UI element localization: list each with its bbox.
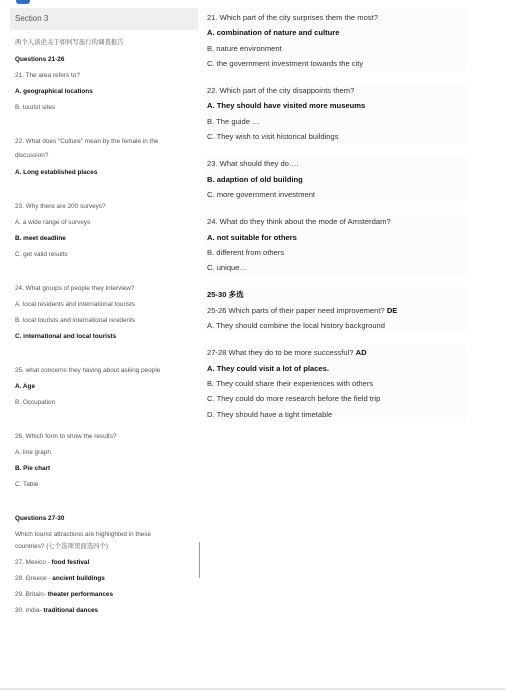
question-25-26-detail: 25-26 Which parts of their paper need improvement? DE <box>207 305 398 315</box>
block-q21 <box>204 8 466 71</box>
question-26: 26. Which form to show the results? <box>15 433 117 440</box>
block-q22 <box>204 83 466 144</box>
vertical-divider <box>199 542 200 578</box>
answer-27-28b-detail: B. They could share their experiences with others <box>207 378 374 388</box>
answer-22a: A. Long established places <box>15 169 98 176</box>
block-q27-28 <box>204 345 466 421</box>
answer-25a: A. Age <box>15 383 36 390</box>
question-24-detail: 24. What do they think about the mode of Amsterdam? <box>207 217 391 227</box>
answer-24b: B. local tourists and international residents <box>15 317 136 324</box>
answer-24c: C. international and local tourists <box>15 333 117 340</box>
answer-27-28a-detail: A. They could visit a lot of places. <box>207 363 329 373</box>
question-22-line2: discussion? <box>15 152 49 159</box>
answer-22a-detail: A. They should have visited more museums <box>207 101 366 111</box>
answer-26a: A. line graph <box>15 449 51 456</box>
question-22-line1: 22. What does "Culture" mean by the female in the <box>15 138 159 145</box>
item-27: 27. Mexico - food festival <box>15 559 90 566</box>
answer-24a-detail: A. not suitable for others <box>207 232 297 242</box>
answer-26c: C. Table <box>15 481 39 488</box>
answer-24a: A. local residents and international tourists <box>15 301 136 308</box>
answer-24c-detail: C. unique… <box>207 263 248 273</box>
answer-23b: B. meet deadline <box>15 235 66 242</box>
questions-27-30-heading: Questions 27-30 <box>15 515 65 522</box>
answer-21a-detail: A. combination of nature and culture <box>207 28 340 38</box>
subtitle: 两个人谈论关于如何写旅行的调查报告 <box>15 39 124 46</box>
block-25-30 <box>204 287 466 333</box>
top-accent-mark <box>16 0 30 4</box>
section-header: Section 3 <box>10 8 198 30</box>
answer-22b-detail: B. The guide … <box>207 116 260 126</box>
answer-21b: B. tourist sites <box>15 104 56 111</box>
answer-23c: C. get valid results <box>15 251 68 258</box>
questions-heading: Questions 21-26 <box>15 56 65 63</box>
block-q23 <box>204 156 466 202</box>
answer-23b-detail: B. adaption of old building <box>207 174 303 184</box>
item-28: 28. Greece - ancient buildings <box>15 575 105 582</box>
item-29: 29. Britain- theater performances <box>15 591 114 598</box>
question-22-detail: 22. Which part of the city disappoints them? <box>207 86 355 96</box>
question-23: 23. Why there are 200 surveys? <box>15 203 106 210</box>
answer-25b: B. Occupation <box>15 399 56 406</box>
question-27-28-detail: 27-28 What they do to be more successful? AD <box>207 348 367 358</box>
block-q24 <box>204 214 466 275</box>
answer-21b-detail: B. nature environment <box>207 43 282 53</box>
question-25: 25. what concerns they having about asking people <box>15 367 161 374</box>
question-23-detail: 23. What should they do…. <box>207 159 299 169</box>
answer-22c-detail: C. They wish to visit historical buildings <box>207 132 339 142</box>
questions-27-30-intro-line1: Which tourist attractions are highlighted in these <box>15 531 152 538</box>
answer-27-28c-detail: C. They could do more research before the field trip <box>207 394 381 404</box>
multi-choice-heading: 25-30 多选 <box>207 290 244 300</box>
questions-27-30-intro-line2: countries? (七个选项里面选四个) <box>15 543 109 550</box>
answer-25-26a-detail: A. They should combine the local history background <box>207 321 385 331</box>
question-24: 24. What groups of people they interview? <box>15 285 135 292</box>
answer-26b: B. Pie chart <box>15 465 51 472</box>
right-column <box>204 8 466 422</box>
left-column <box>10 8 198 615</box>
item-30: 30. India- traditional dances <box>15 607 99 614</box>
answer-23a: A. a wide range of surveys <box>15 219 91 226</box>
answer-24b-detail: B. different from others <box>207 247 285 257</box>
question-21-detail: 21. Which part of the city surprises them the most? <box>207 13 378 22</box>
question-21: 21. The area refers to? <box>15 72 80 79</box>
answer-27-28d-detail: D. They should have a tight timetable <box>207 409 333 419</box>
answer-21c-detail: C. the government investment towards the city <box>207 58 364 68</box>
answer-23c-detail: C. more government investment <box>207 189 316 199</box>
answer-21a: A. geographical locations <box>15 88 93 95</box>
